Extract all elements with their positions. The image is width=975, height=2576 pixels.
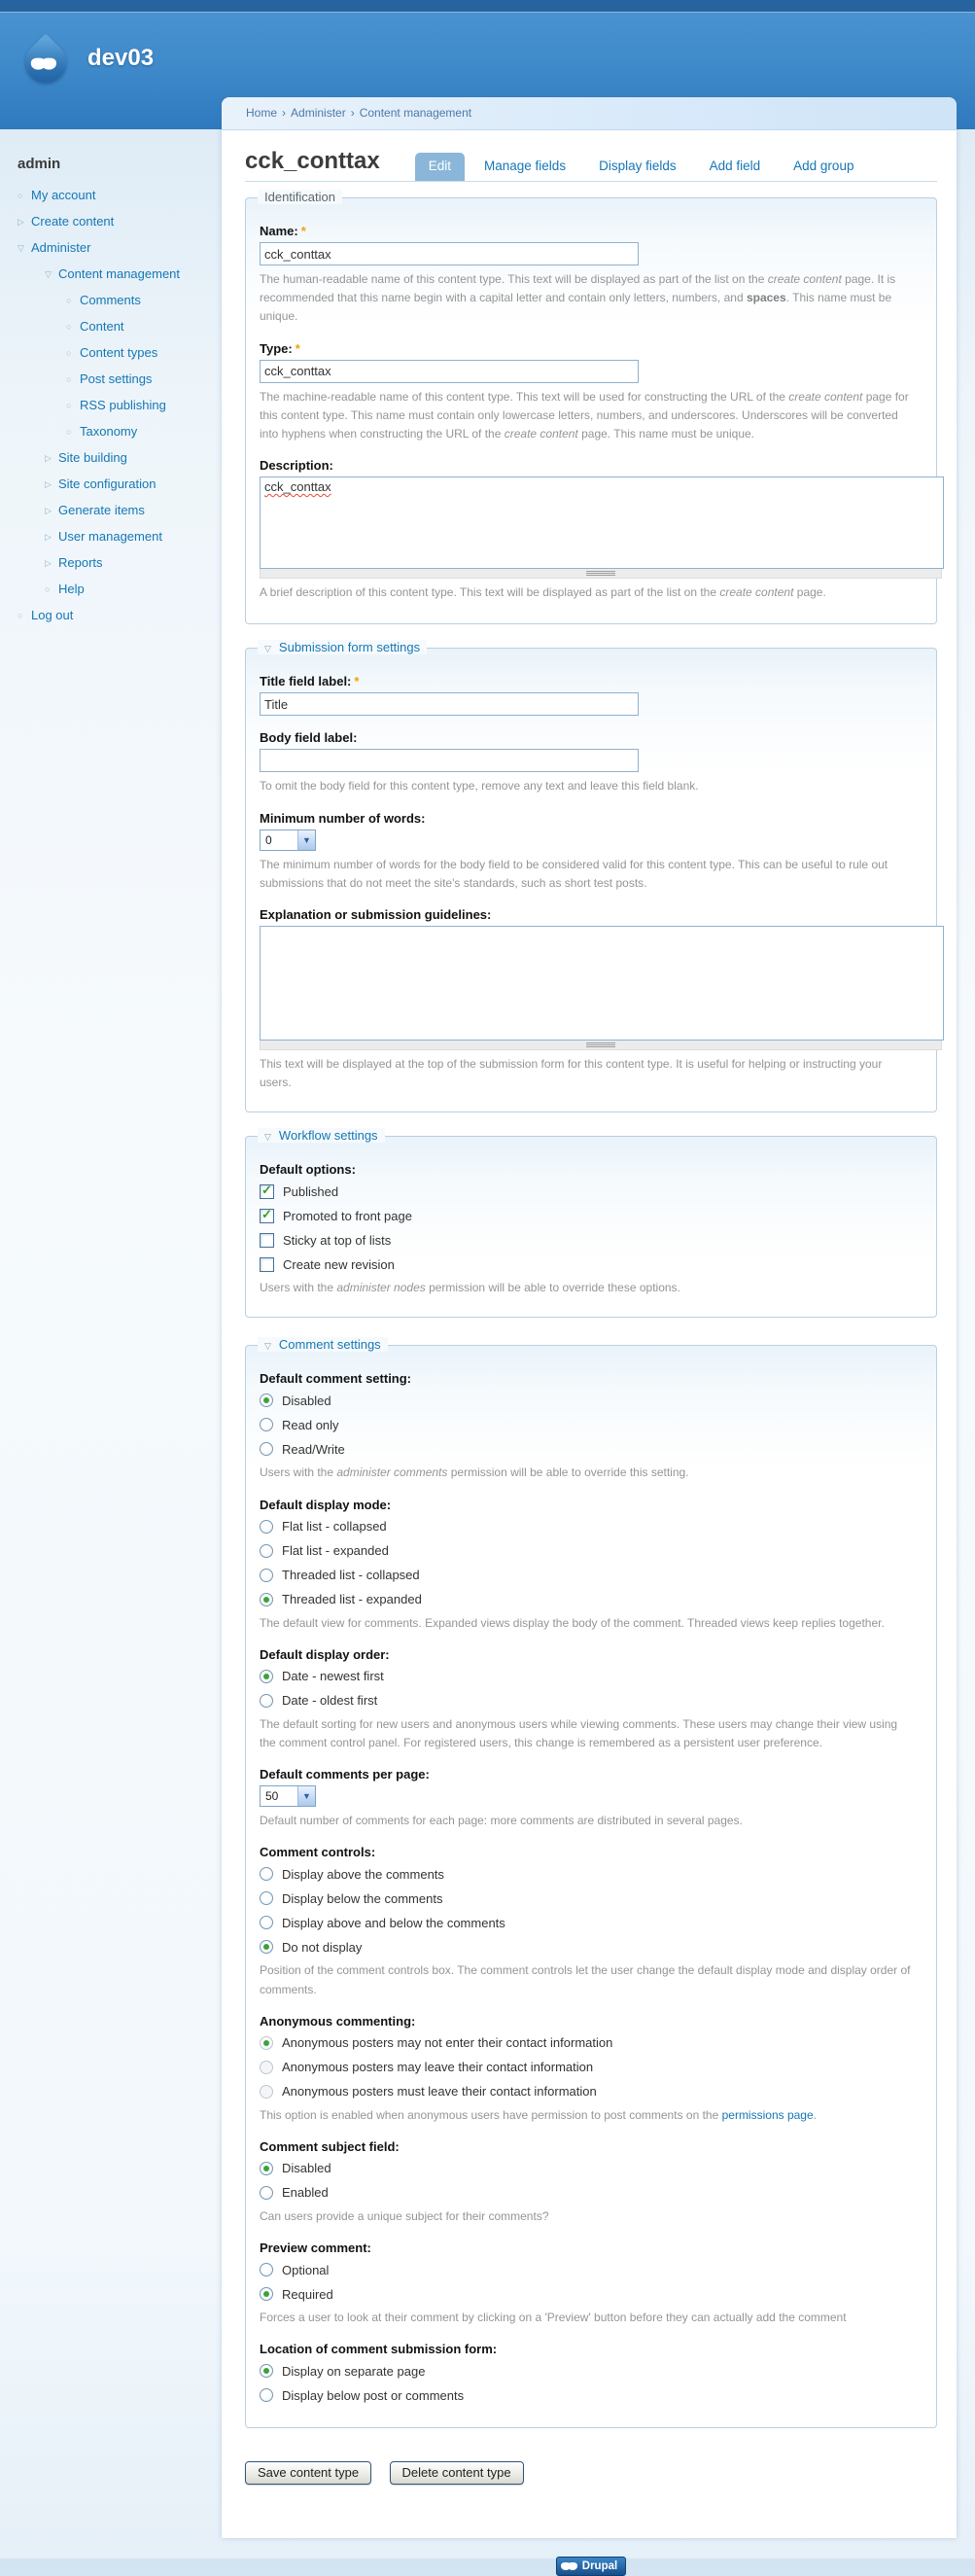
sidebar-item-label[interactable]: My account — [31, 188, 96, 202]
circle-bullet-icon — [66, 401, 80, 410]
default-options-group — [260, 1162, 917, 1297]
tab-manage-fields[interactable]: Manage fields — [484, 159, 567, 173]
radio-icon[interactable] — [260, 1394, 273, 1407]
field-description: The minimum number of words for the body field to be considered valid for this content type. This can be useful to rule out submissions that do not meet the site's standards, such as short test posts. — [260, 857, 888, 890]
textarea-resize-grippie[interactable] — [260, 1041, 942, 1050]
fieldset-legend — [258, 1128, 385, 1143]
anonymous-commenting-group — [260, 2014, 917, 2125]
radio-option[interactable]: Read/Write — [260, 1439, 917, 1459]
expanded-arrow-icon — [17, 243, 31, 253]
collapsed-arrow-icon — [17, 217, 31, 227]
sidebar-item-help[interactable] — [0, 582, 222, 596]
sidebar-item-label[interactable]: Create content — [31, 214, 115, 229]
type-field-item — [260, 341, 917, 444]
radio-option[interactable]: Display below post or comments — [260, 2385, 917, 2405]
required-marker: * — [295, 340, 300, 356]
required-marker: * — [354, 674, 360, 689]
radio-icon[interactable] — [260, 1520, 273, 1534]
radio-icon[interactable] — [260, 1442, 273, 1456]
collapsed-arrow-icon — [45, 558, 58, 568]
field-description: The machine-readable name of this content type. This text will be used for constructing the URL of the create content page for this content type. This name must contain only lowercase letters, numbers, and underscores. Underscores will be converted into hyphens when constructing the URL of the create content page. This name must be unique. — [260, 389, 909, 441]
field-label: Default comment setting: — [260, 1371, 412, 1387]
field-label: Minimum number of words: — [260, 810, 426, 826]
explanation-item — [260, 907, 917, 1092]
field-label: Comment controls: — [260, 1845, 376, 1860]
checkbox-option-published[interactable]: ✓ Published — [260, 1182, 917, 1201]
radio-icon — [260, 2085, 273, 2099]
field-description: The human-readable name of this content type. This text will be displayed as part of the list on the create content page. It is recommended that this name begin with a capital letter and contain only letters, numbers, and spaces. This name must be unique. — [260, 272, 896, 324]
sidebar-item-administer[interactable] — [0, 240, 222, 255]
collapse-arrow-icon — [264, 1132, 271, 1142]
default-comment-setting-group — [260, 1371, 917, 1482]
tabs — [415, 153, 868, 181]
sidebar-item-label[interactable]: Taxonomy — [80, 424, 138, 439]
comment-form-location-group — [260, 2342, 917, 2405]
collapsed-arrow-icon — [45, 453, 58, 463]
default-display-mode-group — [260, 1498, 917, 1633]
fieldset-legend-link[interactable]: Workflow settings — [278, 1128, 378, 1144]
minimum-words-select[interactable] — [260, 829, 316, 851]
field-label: Location of comment submission form: — [260, 2342, 498, 2357]
sidebar-item-log-out[interactable] — [0, 608, 222, 622]
sidebar-item-site-building[interactable] — [0, 450, 222, 465]
card-footer — [245, 2557, 937, 2576]
tab-display-fields[interactable]: Display fields — [599, 159, 677, 173]
sidebar-item-label[interactable]: Content management — [58, 266, 181, 281]
fieldset-comment-settings — [245, 1337, 937, 2428]
radio-option-disabled: Anonymous posters may leave their contact information — [260, 2058, 917, 2077]
sidebar-item-label[interactable]: Content — [80, 319, 124, 334]
field-description: Users with the administer nodes permission will be able to override these options. — [260, 1281, 680, 1295]
sidebar-item-label[interactable]: Log out — [31, 608, 74, 622]
sidebar-item-content-management[interactable] — [0, 266, 222, 281]
comment-controls-group — [260, 1845, 917, 1998]
explanation-textarea[interactable] — [260, 926, 944, 1041]
radio-icon[interactable] — [260, 1569, 273, 1582]
sidebar-item-taxonomy[interactable] — [0, 424, 222, 439]
sidebar-item-label[interactable]: Site configuration — [58, 476, 157, 491]
field-description: Users with the administer comments permission will be able to override this setting. — [260, 1465, 689, 1480]
sidebar-item-label[interactable]: Content types — [80, 345, 158, 360]
druplicon-eyes-icon — [561, 2562, 577, 2571]
radio-icon[interactable] — [260, 1418, 273, 1431]
field-label: Body field label: — [260, 730, 358, 746]
type-input[interactable] — [260, 360, 639, 383]
name-input[interactable] — [260, 242, 639, 265]
top-strip — [0, 0, 975, 13]
collapsed-arrow-icon — [45, 532, 58, 542]
field-description: To omit the body field for this content type, remove any text and leave this field blank. — [260, 779, 699, 794]
sidebar-item-reports[interactable] — [0, 555, 222, 570]
circle-bullet-icon — [45, 584, 58, 594]
radio-option-disabled: Anonymous posters may not enter their contact information — [260, 2033, 917, 2053]
radio-option[interactable]: Enabled — [260, 2183, 917, 2203]
sidebar-item-label[interactable]: Site building — [58, 450, 127, 465]
form-actions — [245, 2461, 937, 2485]
radio-icon[interactable] — [260, 1867, 273, 1881]
fieldset-legend-link[interactable]: Comment settings — [278, 1337, 381, 1353]
radio-option[interactable]: Do not display — [260, 1937, 917, 1957]
sidebar-item-user-management[interactable] — [0, 529, 222, 544]
field-label: Default display mode: — [260, 1497, 392, 1512]
checkbox-icon[interactable] — [260, 1257, 274, 1272]
drupal-logo[interactable] — [17, 33, 74, 90]
breadcrumb-link-administer[interactable]: Administer — [291, 106, 346, 120]
field-description: This text will be displayed at the top of the submission form for this content type. It is useful for helping or instructing your users. — [260, 1056, 883, 1090]
minimum-words-item — [260, 811, 917, 893]
checkbox-icon[interactable] — [260, 1184, 274, 1199]
description-textarea[interactable]: cck_conttax — [260, 476, 944, 569]
tab-edit[interactable]: Edit — [415, 153, 465, 181]
comments-per-page-group — [260, 1767, 917, 1830]
collapse-arrow-icon — [264, 644, 271, 653]
main-content-card — [222, 97, 957, 2573]
field-label: Default display order: — [260, 1646, 390, 1662]
radio-option[interactable]: Disabled — [260, 1391, 917, 1410]
sidebar-item-post-settings[interactable] — [0, 371, 222, 386]
field-description: This option is enabled when anonymous users have permission to post comments on the permissions page. — [260, 2107, 817, 2122]
radio-icon[interactable] — [260, 1593, 273, 1606]
collapse-arrow-icon — [264, 1341, 271, 1351]
fieldset-workflow-settings — [245, 1128, 937, 1318]
radio-option[interactable]: Display below the comments — [260, 1888, 917, 1908]
breadcrumb-link-home[interactable]: Home — [246, 106, 278, 120]
textarea-resize-grippie[interactable] — [260, 569, 942, 579]
tab-add-group[interactable]: Add group — [793, 159, 854, 173]
field-label: Anonymous commenting: — [260, 2013, 416, 2029]
field-description: Position of the comment controls box. The comment controls let the user change the default display mode and display order of comments. — [260, 1963, 911, 1996]
sidebar-item-create-content[interactable] — [0, 214, 222, 229]
radio-option[interactable]: Flat list - expanded — [260, 1541, 917, 1561]
site-name[interactable]: dev03 — [87, 45, 155, 71]
selected-value: 0 — [265, 832, 272, 847]
sidebar-item-label[interactable]: User management — [58, 529, 162, 544]
dropdown-arrow-icon[interactable] — [297, 1786, 315, 1806]
field-description: The default view for comments. Expanded views display the body of the comment. Threaded views keep replies together. — [260, 1615, 885, 1630]
sidebar-item-site-configuration[interactable] — [0, 476, 222, 491]
circle-bullet-icon — [66, 322, 80, 332]
required-marker: * — [300, 224, 306, 238]
sidebar-item-my-account[interactable] — [0, 188, 222, 202]
sidebar-item-label[interactable]: Generate items — [58, 503, 145, 517]
title-field-label-input[interactable] — [260, 692, 639, 716]
delete-content-type-button[interactable]: Delete content type — [390, 2461, 524, 2485]
fieldset-legend: Identification — [258, 190, 342, 204]
checkbox-option-revision[interactable]: Create new revision — [260, 1254, 917, 1274]
page-title: cck_conttax — [245, 148, 380, 174]
field-label: Comment subject field: — [260, 2138, 400, 2154]
fieldset-identification — [245, 190, 937, 624]
radio-option[interactable]: Date - oldest first — [260, 1691, 917, 1711]
radio-option[interactable]: Display on separate page — [260, 2361, 917, 2381]
druplicon-eyes-icon — [31, 58, 56, 71]
sidebar-item-comments[interactable] — [0, 293, 222, 307]
radio-option[interactable]: Optional — [260, 2260, 917, 2279]
radio-icon[interactable] — [260, 2263, 273, 2276]
field-label: Default options: — [260, 1162, 356, 1178]
sidebar-item-label[interactable]: Administer — [31, 240, 91, 255]
field-description: Can users provide a unique subject for their comments? — [260, 2208, 549, 2223]
radio-option[interactable]: Date - newest first — [260, 1667, 917, 1686]
radio-option[interactable]: Display above and below the comments — [260, 1913, 917, 1932]
save-content-type-button[interactable]: Save content type — [245, 2461, 371, 2485]
body-field-label-item — [260, 730, 917, 795]
radio-option[interactable]: Flat list - collapsed — [260, 1517, 917, 1536]
sidebar-heading: admin — [17, 156, 61, 172]
title-field-label-item — [260, 674, 917, 716]
radio-option[interactable]: Required — [260, 2284, 917, 2304]
checkbox-option-sticky[interactable]: Sticky at top of lists — [260, 1230, 917, 1250]
field-description: The default sorting for new users and anonymous users while viewing comments. These users may change their view using the comment control panel. For registered users, this change is remembered as a persistent user preference. — [260, 1716, 898, 1749]
radio-icon — [260, 2036, 273, 2050]
radio-icon[interactable] — [260, 2388, 273, 2402]
circle-bullet-icon — [17, 191, 31, 200]
tab-add-field[interactable]: Add field — [709, 159, 761, 173]
radio-icon[interactable] — [260, 1916, 273, 1929]
sidebar-item-label[interactable]: RSS publishing — [80, 398, 166, 412]
radio-option[interactable]: Threaded list - expanded — [260, 1590, 917, 1609]
radio-icon[interactable] — [260, 1940, 273, 1954]
fieldset-legend-link[interactable]: Submission form settings — [278, 640, 421, 655]
field-label: Name: * — [260, 224, 306, 238]
breadcrumb — [222, 97, 957, 130]
checkbox-icon[interactable] — [260, 1209, 274, 1223]
field-label: Type: * — [260, 340, 300, 356]
radio-icon[interactable] — [260, 2186, 273, 2200]
selected-value: 50 — [265, 1789, 279, 1804]
fieldset-legend — [258, 640, 427, 654]
radio-option[interactable]: Disabled — [260, 2159, 917, 2178]
radio-icon[interactable] — [260, 1544, 273, 1558]
fieldset-legend — [258, 1337, 388, 1352]
radio-option[interactable]: Display above the comments — [260, 1864, 917, 1884]
circle-bullet-icon — [66, 348, 80, 358]
field-description: A brief description of this content type. This text will be displayed as part of the list on the create content page. — [260, 585, 826, 600]
sidebar-item-generate-items[interactable] — [0, 503, 222, 517]
checkbox-icon[interactable] — [260, 1233, 274, 1248]
sidebar-item-label[interactable]: Reports — [58, 555, 103, 570]
permissions-page-link[interactable]: permissions page — [721, 2107, 814, 2122]
field-label: Title field label: * — [260, 674, 360, 689]
preview-comment-group — [260, 2241, 917, 2327]
field-description: Forces a user to look at their comment by clicking on a 'Preview' button before they can actually add the comment — [260, 2311, 847, 2325]
field-label: Explanation or submission guidelines: — [260, 906, 492, 922]
sidebar — [0, 129, 222, 634]
radio-icon[interactable] — [260, 1694, 273, 1708]
radio-icon[interactable] — [260, 2364, 273, 2378]
expanded-arrow-icon — [45, 269, 58, 279]
sidebar-item-rss-publishing[interactable] — [0, 398, 222, 412]
field-label: Description: — [260, 458, 333, 474]
fieldset-submission-form-settings — [245, 640, 937, 1112]
sidebar-item-content[interactable] — [0, 319, 222, 334]
radio-option[interactable]: Read only — [260, 1415, 917, 1434]
collapsed-arrow-icon — [45, 479, 58, 489]
comment-subject-group — [260, 2139, 917, 2226]
radio-option[interactable]: Threaded list - collapsed — [260, 1566, 917, 1585]
circle-bullet-icon — [66, 374, 80, 384]
radio-icon[interactable] — [260, 2162, 273, 2175]
radio-icon[interactable] — [260, 2287, 273, 2301]
title-row — [245, 148, 937, 182]
comments-per-page-select[interactable] — [260, 1785, 316, 1807]
collapsed-arrow-icon — [45, 506, 58, 515]
radio-icon[interactable] — [260, 1891, 273, 1905]
body-field-label-input[interactable] — [260, 749, 639, 772]
radio-option-disabled: Anonymous posters must leave their contact information — [260, 2082, 917, 2101]
name-field-item — [260, 224, 917, 327]
sidebar-item-label[interactable]: Comments — [80, 293, 141, 307]
circle-bullet-icon — [66, 427, 80, 437]
breadcrumb-link-content-management[interactable]: Content management — [359, 106, 472, 120]
field-description: Default number of comments for each page: more comments are distributed in several pages. — [260, 1814, 743, 1828]
sidebar-item-content-types[interactable] — [0, 345, 222, 360]
radio-icon[interactable] — [260, 1670, 273, 1683]
breadcrumb-separator: › — [282, 106, 287, 120]
powered-by-drupal-badge[interactable] — [556, 2557, 626, 2576]
field-label: Preview comment: — [260, 2241, 371, 2256]
badge-label: Drupal — [581, 2560, 618, 2573]
circle-bullet-icon — [66, 296, 80, 305]
checkbox-option-promoted[interactable]: ✓ Promoted to front page — [260, 1206, 917, 1225]
field-label: Default comments per page: — [260, 1767, 430, 1782]
description-field-item — [260, 458, 917, 602]
circle-bullet-icon — [17, 611, 31, 620]
dropdown-arrow-icon[interactable] — [297, 830, 315, 850]
radio-icon — [260, 2061, 273, 2074]
breadcrumb-separator: › — [350, 106, 355, 120]
default-display-order-group — [260, 1647, 917, 1752]
sidebar-item-label[interactable]: Help — [58, 582, 85, 596]
sidebar-item-label[interactable]: Post settings — [80, 371, 153, 386]
